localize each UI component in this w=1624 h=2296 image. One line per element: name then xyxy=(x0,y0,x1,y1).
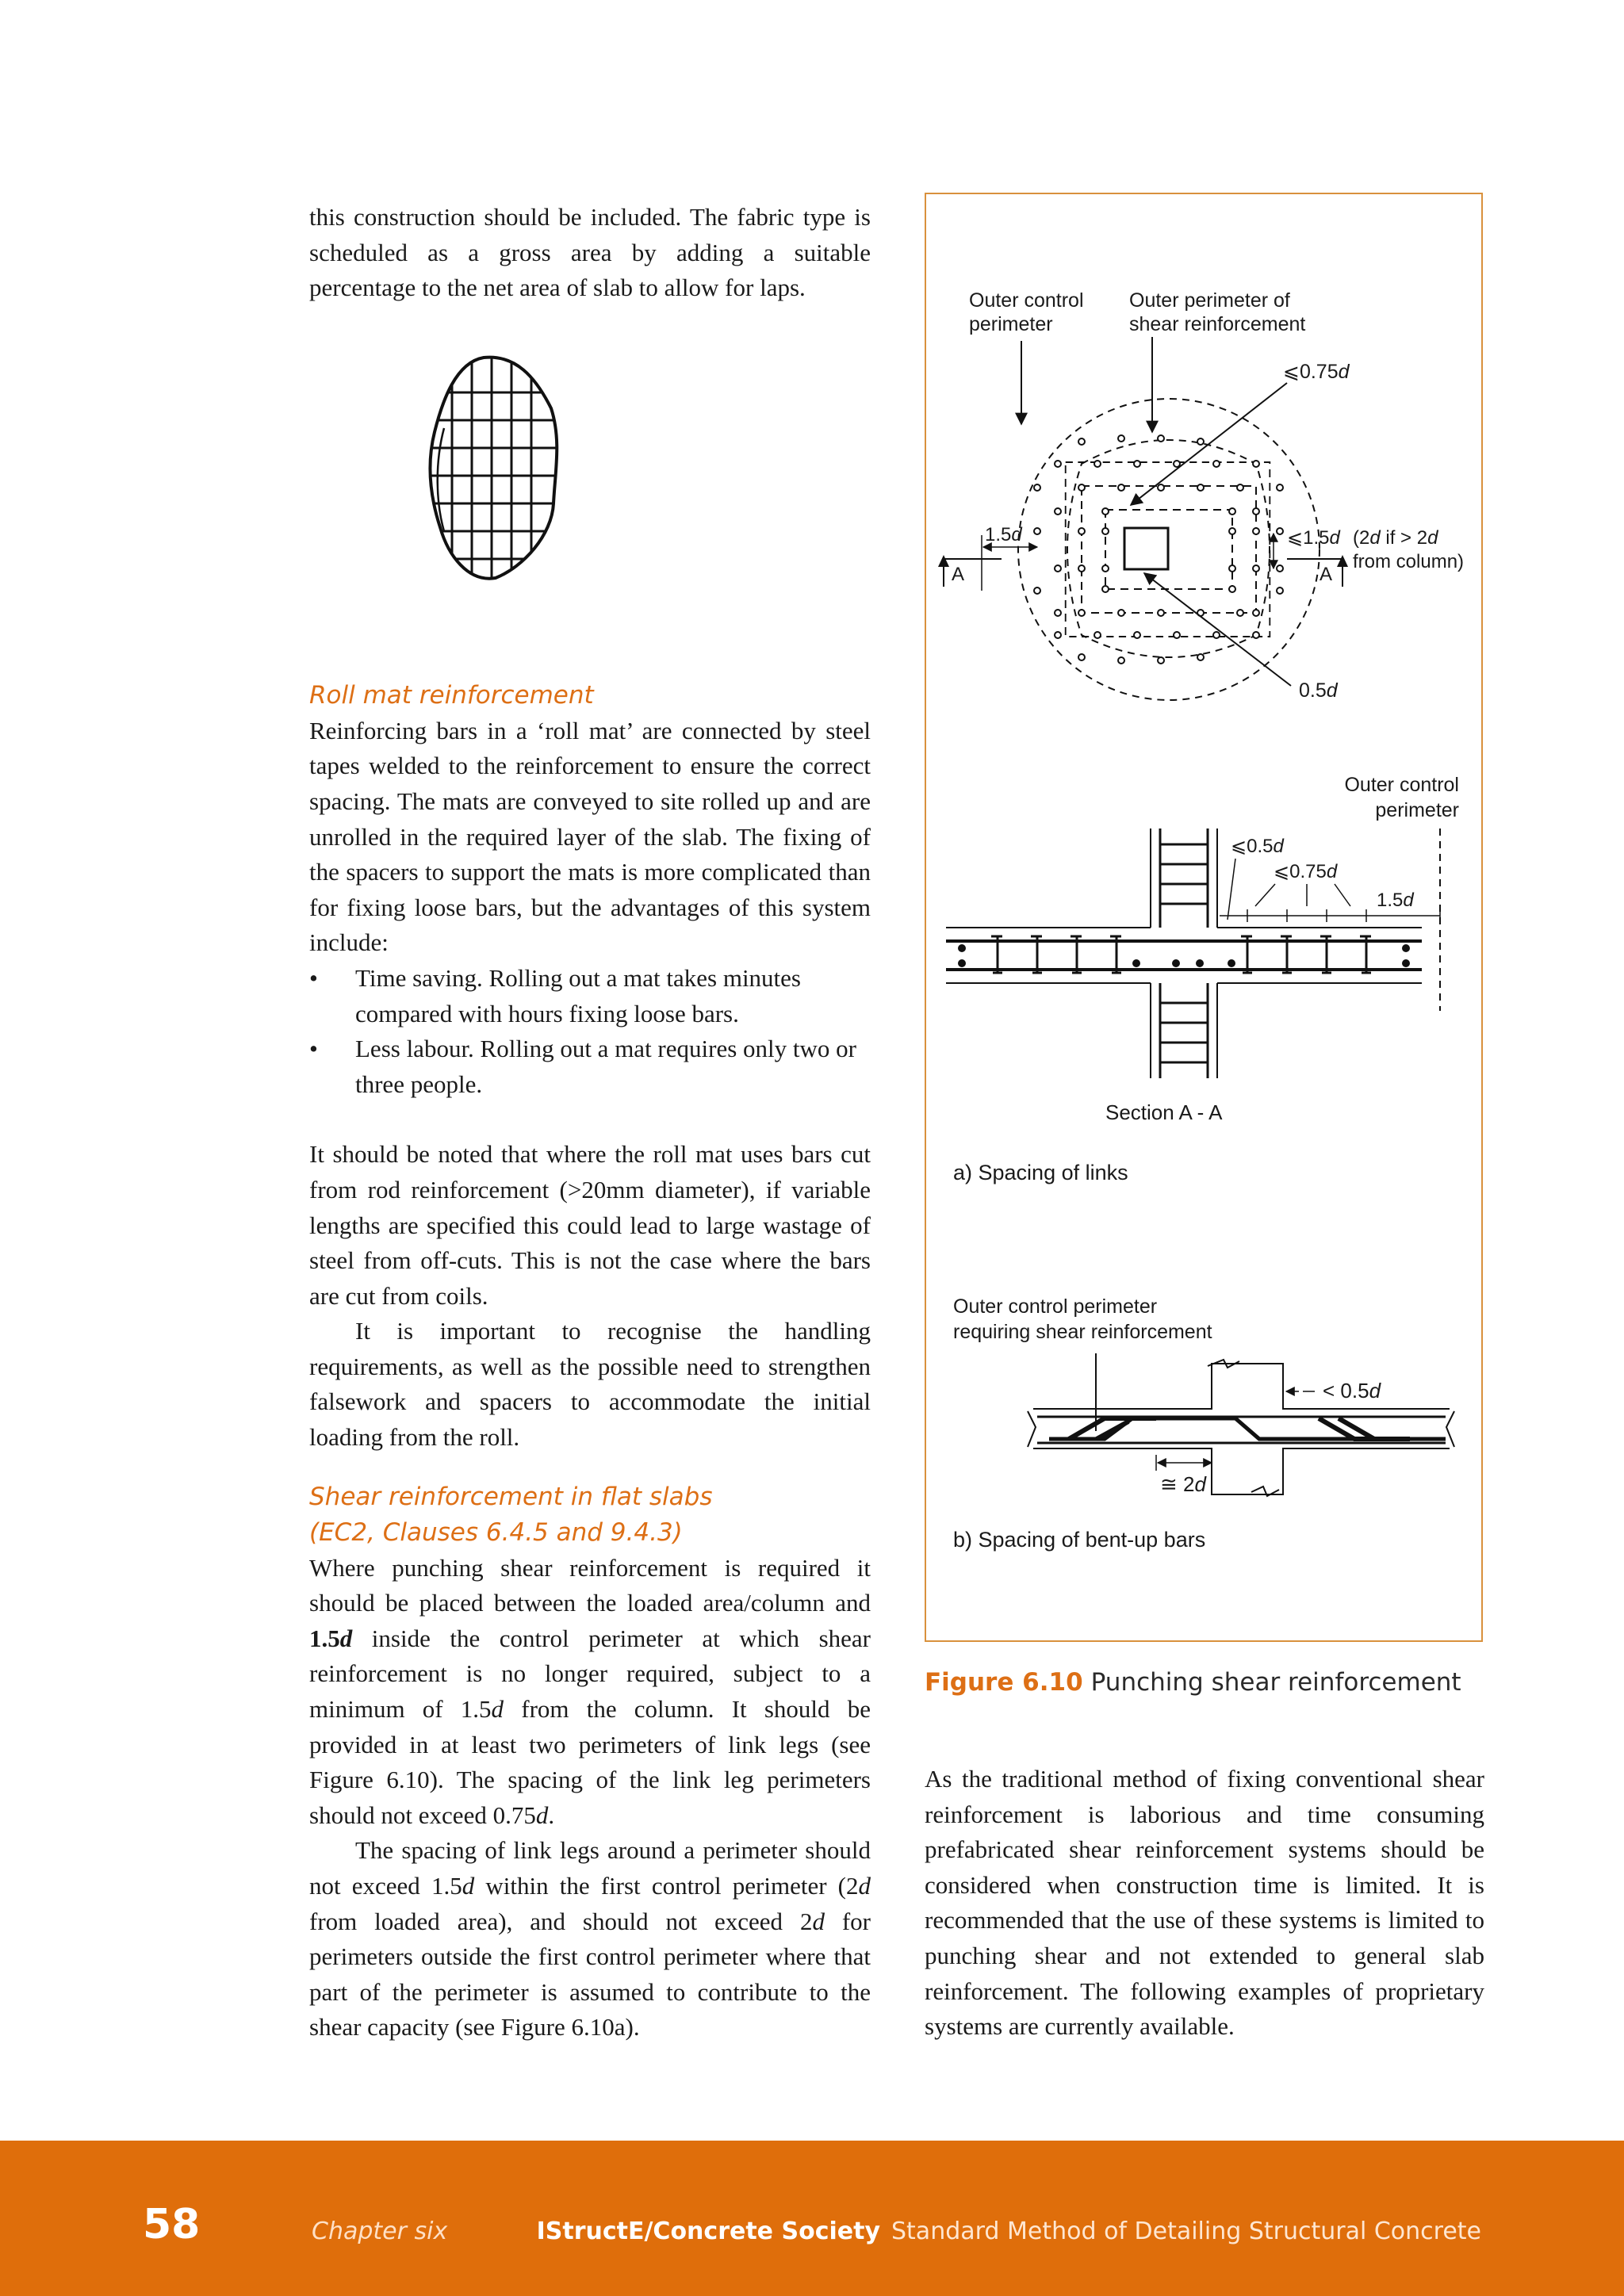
section-title: Section A - A xyxy=(1105,1100,1223,1124)
figure-caption-text: Punching shear reinforcement xyxy=(1090,1668,1461,1697)
roll-mat-note: It should be noted that where the roll mat uses bars cut from rod reinforcement (>20mm diameter), if variable lengths are specified this could lead to large wastage of steel from off-cuts. This is not the case where the bars are cut from coils. xyxy=(309,1140,871,1310)
section-mark-right: A xyxy=(1320,564,1333,585)
bent-approx-2d-label: ≅ 2d xyxy=(1160,1472,1206,1496)
section-05d-label: ⩽0.5d xyxy=(1231,836,1284,857)
svg-text:requiring shear reinforcement: requiring shear reinforcement xyxy=(953,1321,1212,1343)
plan-outer-control-label: Outer control xyxy=(969,289,1084,312)
figure-box xyxy=(925,193,1483,1642)
roll-mat-paragraph: Reinforcing bars in a ‘roll mat’ are connected by steel tapes welded to the reinforcement to ensure the correct spacing. The mats are conveyed to site rolled up and are unrolled in the required layer of the slab. The fixing of the spacers to support the mats is more complicated than for fixing loose bars, but the advantages of this system include: xyxy=(309,716,871,957)
publisher-org: IStructE/Concrete Society xyxy=(536,2218,880,2245)
svg-text:from column): from column) xyxy=(1353,551,1465,572)
punching-shear-figure xyxy=(926,194,1481,1640)
plan-view xyxy=(938,289,1464,702)
subfigure-a-caption: a) Spacing of links xyxy=(953,1161,1128,1184)
list-item: • Time saving. Rolling out a mat takes minutes compared with hours fixing loose bars. xyxy=(309,961,871,1031)
bent-up-bars-view xyxy=(953,1295,1454,1496)
shear-heading: Shear reinforcement in flat slabs (EC2, Clauses 6.4.5 and 9.4.3) xyxy=(309,1482,713,1547)
publication-name: Standard Method of Detailing Structural Concrete xyxy=(891,2218,1481,2245)
plan-05d-label: 0.5d xyxy=(1299,679,1338,702)
mesh-spacer xyxy=(309,306,871,678)
fabric-mesh-illustration xyxy=(420,353,563,583)
figure-number: Figure 6.10 xyxy=(925,1668,1083,1697)
right-paragraph: As the traditional method of fixing conventional shear reinforcement is laborious and time consuming prefabricated shear reinforcement systems should be considered when construction time is limited. It is recommended that the use of these systems is limited to punching shear and not extended to general slab reinforcement. The following examples of proprietary systems are currently available. xyxy=(925,1765,1484,2041)
plan-15d-right-label: ⩽1.5d xyxy=(1287,527,1340,549)
svg-text:shear reinforcement: shear reinforcement xyxy=(1129,313,1306,335)
bent-lt-05d-label: < 0.5d xyxy=(1323,1379,1381,1402)
shear-paragraph-1: Where punching shear reinforcement is required it should be placed between the loaded area/column and 1.5d inside the control perimeter at which shear reinforcement is no longer required, subject to a minimum of 1.5d from the column. It should be provided in at least two perimeters of link legs (see Figure 6.10). The spacing of the link leg perimeters should not exceed 0.75d. xyxy=(309,1553,871,1829)
bent-label: Outer control perimeter xyxy=(953,1295,1158,1318)
svg-text:perimeter: perimeter xyxy=(1375,799,1459,821)
handling-paragraph: It is important to recognise the handling requirements, as well as the possible need to strengthen falsework and spacers to accommodate the initial loading from the roll. xyxy=(309,1317,871,1452)
list-item: • Less labour. Rolling out a mat requires only two or three people. xyxy=(309,1031,871,1102)
plan-075d-label: ⩽0.75d xyxy=(1283,361,1350,383)
section-view xyxy=(946,774,1459,1124)
plan-outer-shear-label: Outer perimeter of xyxy=(1129,289,1290,312)
section-15d-label: 1.5d xyxy=(1377,890,1414,911)
right-column xyxy=(925,1762,1484,2045)
left-column xyxy=(309,200,871,2045)
plan-2d-note: (2d if > 2d xyxy=(1353,527,1438,549)
section-075d-label: ⩽0.75d xyxy=(1274,861,1338,882)
subfigure-b-caption: b) Spacing of bent-up bars xyxy=(953,1528,1206,1552)
figure-caption xyxy=(925,1668,1461,1697)
publication-title xyxy=(537,2218,1481,2245)
advantages-list xyxy=(309,961,871,1102)
page-number: 58 xyxy=(143,2201,201,2248)
svg-text:perimeter: perimeter xyxy=(969,313,1053,335)
plan-15d-left-label: 1.5d xyxy=(985,524,1022,545)
section-mark-left: A xyxy=(952,564,965,585)
section-outer-control-label: Outer control xyxy=(1344,774,1459,796)
roll-mat-heading: Roll mat reinforcement xyxy=(309,680,594,710)
intro-paragraph: this construction should be included. The fabric type is scheduled as a gross area by adding a suitable percentage to the net area of slab to allow for laps. xyxy=(309,203,871,302)
shear-paragraph-2: The spacing of link legs around a perimeter should not exceed 1.5d within the first control perimeter (2d from loaded area), and should not exceed 2d for perimeters outside the first control perimeter where that part of the perimeter is assumed to contribute to the shear capacity (see Figure 6.10a). xyxy=(309,1836,871,2042)
chapter-label: Chapter six xyxy=(312,2218,448,2245)
